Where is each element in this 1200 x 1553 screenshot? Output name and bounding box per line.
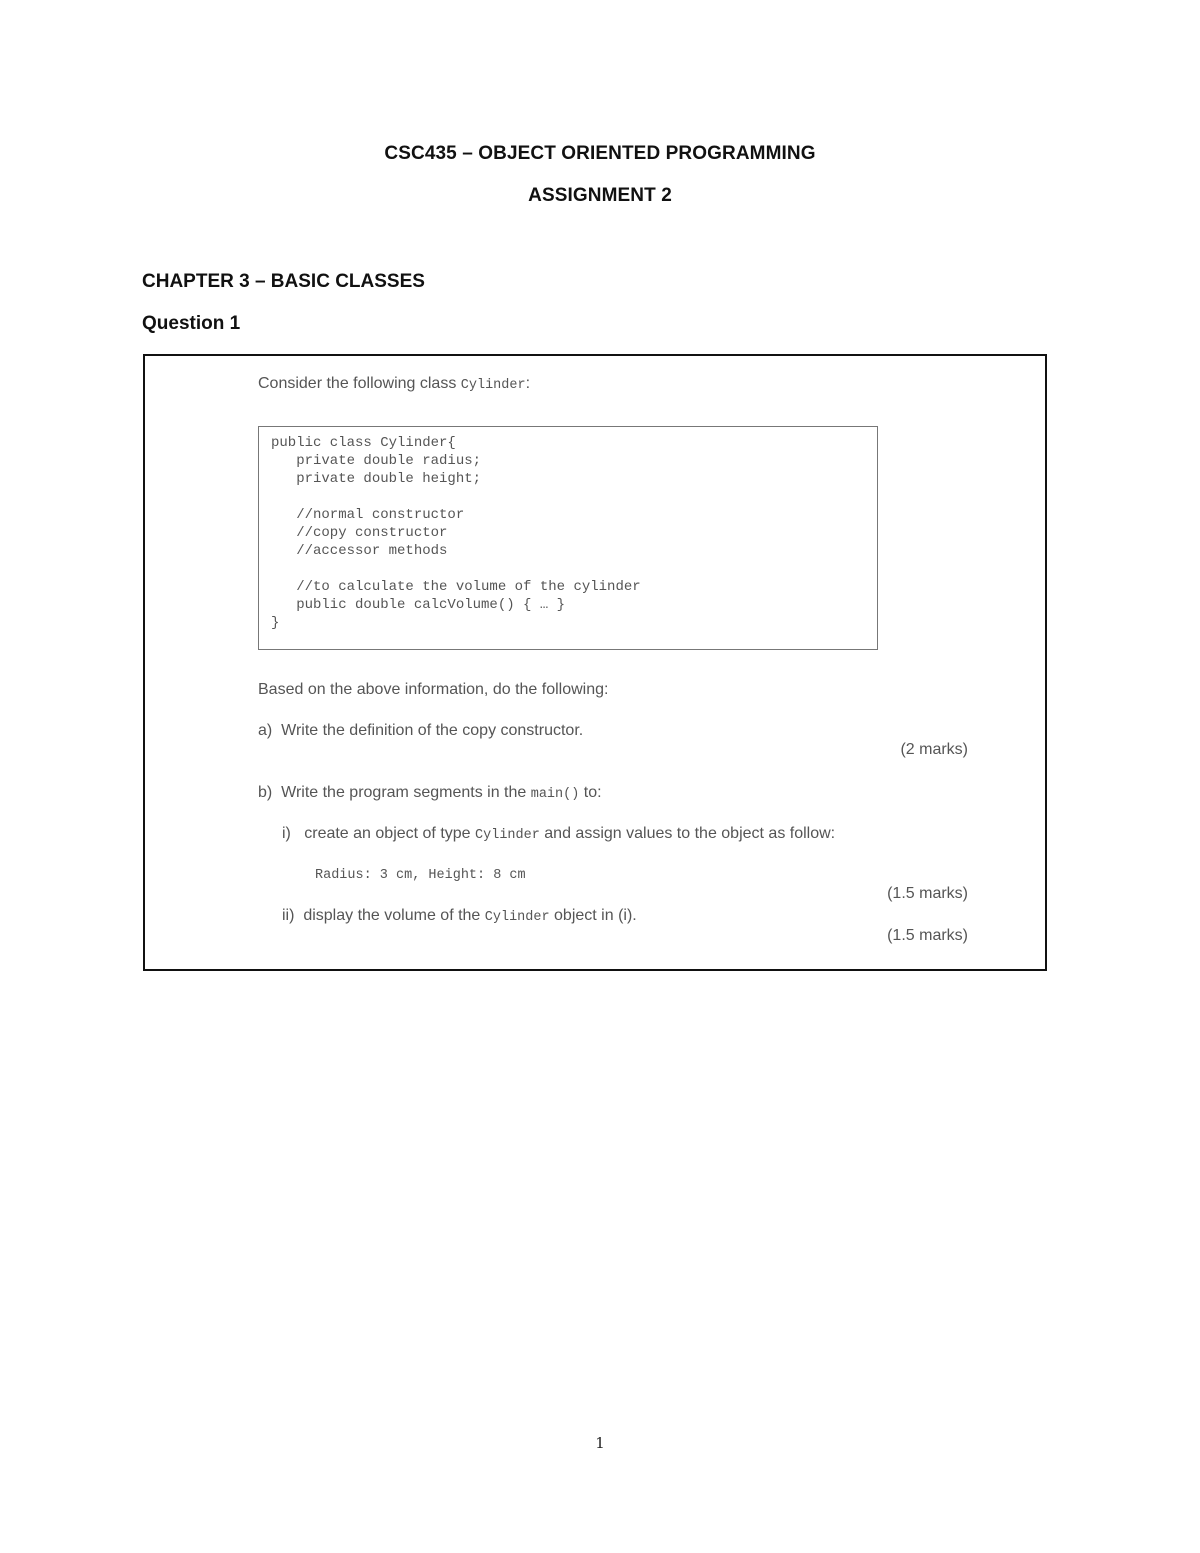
part-a-marks: (2 marks) [900, 741, 968, 758]
code-line: //copy constructor [271, 525, 448, 541]
code-line: public class Cylinder{ [271, 435, 456, 451]
assignment-title: ASSIGNMENT 2 [528, 185, 672, 206]
question-box [143, 354, 1047, 971]
question-intro: Consider the following class Cylinder: [258, 375, 531, 393]
main-method-inline: main() [530, 787, 580, 802]
part-b-i-label: i) [282, 825, 291, 842]
instruction-text: Based on the above information, do the following: [258, 681, 609, 698]
code-line: } [271, 615, 280, 631]
part-b-ii-marks: (1.5 marks) [887, 927, 968, 944]
code-line: private double height; [271, 471, 482, 487]
part-b-label: b) [258, 784, 273, 801]
code-line: //to calculate the volume of the cylinder [271, 579, 641, 595]
part-b-ii: ii) display the volume of the Cylinder object in (i). [282, 907, 637, 925]
part-b-ii-label: ii) [282, 907, 295, 924]
code-listing [258, 426, 878, 650]
code-line: private double radius; [271, 453, 482, 469]
part-b: b) Write the program segments in the main() to: [258, 784, 602, 802]
code-line: public double calcVolume() { … } [271, 597, 566, 613]
part-a [258, 722, 583, 740]
part-b-i: i) create an object of type Cylinder and assign values to the object as follow: [282, 825, 836, 843]
class-name-inline: Cylinder [460, 378, 526, 393]
page-number: 1 [595, 1434, 605, 1452]
question-heading: Question 1 [142, 313, 241, 334]
part-b-i-marks: (1.5 marks) [887, 885, 968, 902]
course-title: CSC435 – OBJECT ORIENTED PROGRAMMING [384, 143, 816, 164]
code-line: //accessor methods [271, 543, 448, 559]
code-line: //normal constructor [271, 507, 465, 523]
object-values: Radius: 3 cm, Height: 8 cm [315, 868, 526, 883]
chapter-heading: CHAPTER 3 – BASIC CLASSES [142, 271, 425, 292]
part-a-text: Write the definition of the copy constructor. [281, 722, 584, 739]
part-a-label: a) [258, 722, 273, 739]
class-name-inline: Cylinder [484, 910, 550, 925]
class-name-inline: Cylinder [475, 828, 540, 843]
